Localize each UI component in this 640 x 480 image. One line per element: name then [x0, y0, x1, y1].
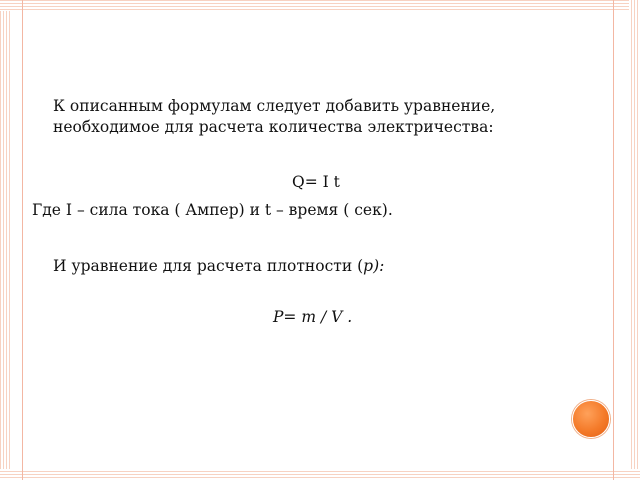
formula-explanation: Где I – сила тока ( Ампер) и t – время ( сек). — [32, 201, 393, 219]
frame-line-right — [613, 0, 614, 480]
frame-stripe-bottom — [0, 469, 640, 480]
orange-circle-decoration — [572, 400, 610, 438]
intro-paragraph: К описанным формулам следует добавить уравнение, необходимое для расчета количества электричества: — [53, 97, 496, 136]
frame-stripe-left — [0, 0, 11, 480]
density-prefix: И уравнение для расчета плотности ( — [53, 257, 364, 275]
frame-stripe-top — [0, 0, 640, 11]
frame-stripe-right — [629, 0, 640, 480]
charge-formula: Q= I t — [292, 173, 340, 191]
density-intro — [53, 256, 384, 277]
density-formula: P= m / V . — [273, 308, 353, 326]
frame-line-left — [22, 0, 23, 480]
density-symbol: p): — [363, 257, 385, 275]
